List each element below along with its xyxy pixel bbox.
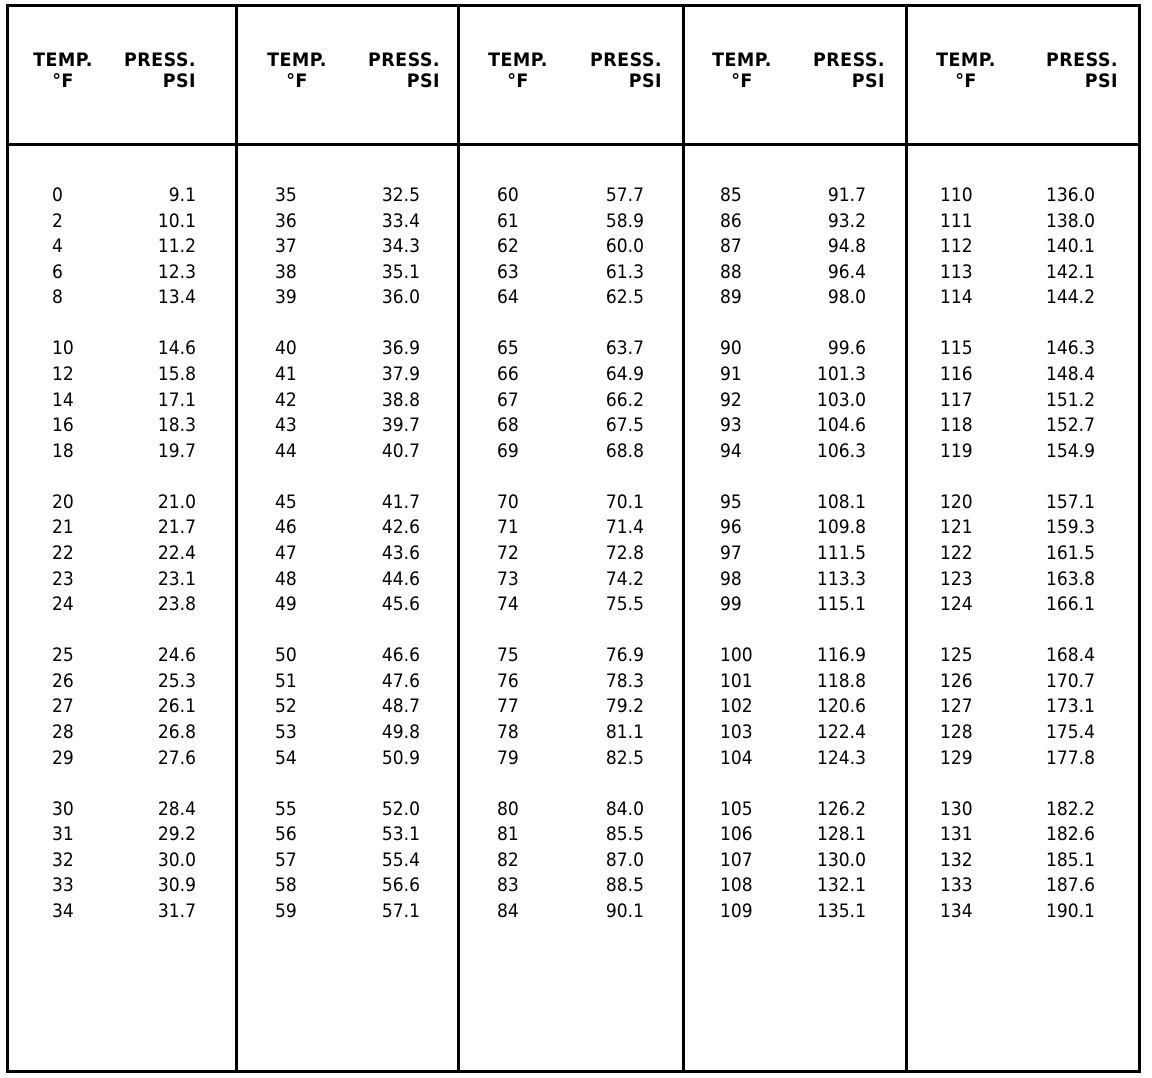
column-header-pressure (104, 50, 196, 92)
temperature-value: 93 (720, 414, 742, 437)
pressure-value: 88.5 (605, 874, 644, 897)
pressure-value: 126.2 (817, 797, 866, 820)
pressure-value: 101.3 (817, 363, 866, 385)
header-temp-label: TEMP. (936, 49, 996, 71)
pressure-value: 182.2 (1046, 797, 1095, 820)
temperature-value: 106 (720, 823, 753, 846)
pressure-value: 28.4 (157, 797, 196, 820)
pressure-value: 104.6 (817, 414, 866, 437)
temperature-value: 24 (52, 593, 74, 616)
pressure-value: 166.1 (1046, 593, 1095, 616)
temperature-value: 79 (497, 746, 519, 769)
temperature-value: 22 (52, 542, 74, 564)
pressure-value: 23.1 (157, 567, 196, 590)
pressure-value: 18.3 (157, 414, 196, 437)
pressure-value: 151.2 (1046, 388, 1095, 411)
pressure-value: 53.1 (381, 823, 420, 846)
temperature-value: 102 (720, 695, 753, 718)
pressure-value: 72.8 (605, 542, 644, 564)
pressure-value: 44.6 (381, 567, 420, 590)
pressure-value: 13.4 (157, 286, 196, 309)
temperature-value: 67 (497, 388, 519, 411)
pressure-value: 113.3 (817, 567, 866, 590)
pressure-value: 57.1 (381, 900, 420, 922)
column-divider (905, 4, 908, 1073)
temperature-value: 124 (940, 593, 973, 616)
pressure-value: 177.8 (1046, 746, 1095, 769)
pressure-value: 142.1 (1046, 260, 1095, 283)
temperature-value: 119 (940, 439, 973, 462)
pressure-value: 29.2 (157, 823, 196, 846)
pressure-value: 118.8 (817, 669, 866, 692)
pressure-value: 41.7 (381, 490, 420, 513)
temperature-value: 127 (940, 695, 973, 718)
pressure-value: 111.5 (817, 542, 866, 564)
pressure-value: 115.1 (817, 593, 866, 616)
pressure-value: 108.1 (817, 490, 866, 513)
pressure-value: 132.1 (817, 874, 866, 897)
pressure-value: 26.8 (157, 721, 196, 743)
pressure-value: 130.0 (817, 848, 866, 871)
header-temp-unit: °F (286, 70, 308, 92)
pressure-value: 55.4 (381, 848, 420, 871)
pressure-value: 173.1 (1046, 695, 1095, 718)
pressure-value: 9.1 (168, 184, 196, 206)
pressure-value: 71.4 (605, 516, 644, 539)
temperature-value: 116 (940, 363, 973, 385)
temperature-value: 50 (275, 644, 297, 667)
temperature-value: 40 (275, 337, 297, 360)
pressure-value: 128.1 (817, 823, 866, 846)
column-divider (235, 4, 238, 1073)
temperature-value: 52 (275, 695, 297, 718)
pressure-value: 76.9 (605, 644, 644, 667)
pressure-value: 30.9 (157, 874, 196, 897)
temperature-value: 83 (497, 874, 519, 897)
temperature-value: 123 (940, 567, 973, 590)
temperature-value: 134 (940, 900, 973, 922)
pressure-value: 17.1 (157, 388, 196, 411)
header-temp-label: TEMP. (488, 49, 548, 71)
temperature-value: 131 (940, 823, 973, 846)
pressure-value: 31.7 (157, 900, 196, 922)
pressure-value: 56.6 (381, 874, 420, 897)
temperature-value: 36 (275, 209, 297, 232)
temperature-value: 66 (497, 363, 519, 385)
pressure-value: 68.8 (605, 439, 644, 462)
header-temp-unit: °F (731, 70, 753, 92)
temperature-value: 100 (720, 644, 753, 667)
pressure-value: 57.7 (605, 184, 644, 206)
pressure-value: 36.9 (381, 337, 420, 360)
temperature-value: 113 (940, 260, 973, 283)
temperature-value: 70 (497, 490, 519, 513)
pressure-value: 96.4 (827, 260, 866, 283)
pressure-value: 49.8 (381, 721, 420, 743)
pressure-value: 93.2 (827, 209, 866, 232)
temperature-value: 51 (275, 669, 297, 692)
column-divider (682, 4, 685, 1073)
pressure-value: 24.6 (157, 644, 196, 667)
temperature-value: 88 (720, 260, 742, 283)
temperature-value: 61 (497, 209, 519, 232)
pressure-value: 120.6 (817, 695, 866, 718)
column-header-temp (929, 50, 1003, 92)
temperature-value: 112 (940, 235, 973, 258)
pressure-value: 182.6 (1046, 823, 1095, 846)
pressure-value: 161.5 (1046, 542, 1095, 564)
pressure-value: 21.7 (157, 516, 196, 539)
column-header-temp (481, 50, 555, 92)
temperature-value: 16 (52, 414, 74, 437)
temperature-value: 25 (52, 644, 74, 667)
temperature-value: 39 (275, 286, 297, 309)
temperature-value: 109 (720, 900, 753, 922)
pressure-value: 64.9 (605, 363, 644, 385)
header-temp-label: TEMP. (33, 49, 93, 71)
pressure-value: 10.1 (157, 209, 196, 232)
temperature-value: 71 (497, 516, 519, 539)
temperature-value: 115 (940, 337, 973, 360)
pressure-value: 136.0 (1046, 184, 1095, 206)
pressure-value: 67.5 (605, 414, 644, 437)
temperature-value: 46 (275, 516, 297, 539)
pressure-value: 140.1 (1046, 235, 1095, 258)
pressure-value: 90.1 (605, 900, 644, 922)
pressure-value: 116.9 (817, 644, 866, 667)
pressure-value: 75.5 (605, 593, 644, 616)
temperature-value: 89 (720, 286, 742, 309)
pressure-value: 185.1 (1046, 848, 1095, 871)
header-pressure-label: PRESS. (812, 49, 885, 71)
temperature-value: 44 (275, 439, 297, 462)
pressure-value: 45.6 (381, 593, 420, 616)
temperature-value: 96 (720, 516, 742, 539)
pressure-value: 32.5 (381, 184, 420, 206)
temperature-value: 35 (275, 184, 297, 206)
pressure-value: 154.9 (1046, 439, 1095, 462)
temperature-value: 118 (940, 414, 973, 437)
header-pressure-label: PRESS. (367, 49, 440, 71)
temperature-value: 133 (940, 874, 973, 897)
pressure-value: 66.2 (605, 388, 644, 411)
temperature-value: 54 (275, 746, 297, 769)
pressure-value: 91.7 (827, 184, 866, 206)
column-header-pressure (793, 50, 885, 92)
pressure-value: 135.1 (817, 900, 866, 922)
pressure-value: 78.3 (605, 669, 644, 692)
temperature-value: 90 (720, 337, 742, 360)
temperature-value: 107 (720, 848, 753, 871)
header-temp-unit: °F (507, 70, 529, 92)
pressure-value: 70.1 (605, 490, 644, 513)
temperature-value: 53 (275, 721, 297, 743)
pressure-value: 40.7 (381, 439, 420, 462)
pressure-value: 12.3 (157, 260, 196, 283)
temperature-value: 26 (52, 669, 74, 692)
pressure-value: 74.2 (605, 567, 644, 590)
header-pressure-unit: PSI (1084, 70, 1118, 92)
temperature-value: 132 (940, 848, 973, 871)
temperature-value: 104 (720, 746, 753, 769)
header-pressure-unit: PSI (162, 70, 196, 92)
pressure-value: 43.6 (381, 542, 420, 564)
header-pressure-unit: PSI (628, 70, 662, 92)
temperature-value: 4 (52, 235, 63, 258)
temperature-value: 95 (720, 490, 742, 513)
header-pressure-label: PRESS. (123, 49, 196, 71)
temperature-value: 111 (940, 209, 973, 232)
temperature-value: 57 (275, 848, 297, 871)
temperature-value: 80 (497, 797, 519, 820)
pressure-value: 190.1 (1046, 900, 1095, 922)
temperature-value: 108 (720, 874, 753, 897)
pressure-value: 106.3 (817, 439, 866, 462)
pressure-value: 163.8 (1046, 567, 1095, 590)
pressure-value: 63.7 (605, 337, 644, 360)
pressure-value: 152.7 (1046, 414, 1095, 437)
pressure-value: 42.6 (381, 516, 420, 539)
temperature-value: 86 (720, 209, 742, 232)
temperature-value: 101 (720, 669, 753, 692)
pressure-value: 85.5 (605, 823, 644, 846)
header-divider (6, 143, 1141, 146)
temperature-value: 55 (275, 797, 297, 820)
header-pressure-label: PRESS. (1045, 49, 1118, 71)
pressure-value: 37.9 (381, 363, 420, 385)
temperature-value: 76 (497, 669, 519, 692)
pressure-value: 19.7 (157, 439, 196, 462)
temperature-value: 78 (497, 721, 519, 743)
temperature-value: 117 (940, 388, 973, 411)
temperature-value: 60 (497, 184, 519, 206)
temperature-value: 72 (497, 542, 519, 564)
header-temp-label: TEMP. (267, 49, 327, 71)
temperature-value: 125 (940, 644, 973, 667)
temperature-value: 65 (497, 337, 519, 360)
temperature-value: 43 (275, 414, 297, 437)
temperature-value: 28 (52, 721, 74, 743)
pressure-value: 109.8 (817, 516, 866, 539)
pressure-value: 30.0 (157, 848, 196, 871)
pressure-value: 62.5 (605, 286, 644, 309)
temperature-value: 34 (52, 900, 74, 922)
temperature-value: 21 (52, 516, 74, 539)
temperature-value: 97 (720, 542, 742, 564)
temperature-value: 126 (940, 669, 973, 692)
temperature-value: 42 (275, 388, 297, 411)
pressure-value: 48.7 (381, 695, 420, 718)
temperature-value: 105 (720, 797, 753, 820)
pressure-value: 168.4 (1046, 644, 1095, 667)
pressure-value: 81.1 (605, 721, 644, 743)
temperature-value: 128 (940, 721, 973, 743)
pressure-value: 138.0 (1046, 209, 1095, 232)
temperature-value: 33 (52, 874, 74, 897)
temperature-value: 41 (275, 363, 297, 385)
pressure-value: 14.6 (157, 337, 196, 360)
temperature-value: 85 (720, 184, 742, 206)
temperature-value: 59 (275, 900, 297, 922)
pressure-value: 33.4 (381, 209, 420, 232)
pressure-value: 52.0 (381, 797, 420, 820)
temperature-value: 45 (275, 490, 297, 513)
temperature-value: 130 (940, 797, 973, 820)
temperature-value: 77 (497, 695, 519, 718)
temperature-value: 12 (52, 363, 74, 385)
temperature-value: 31 (52, 823, 74, 846)
temperature-value: 94 (720, 439, 742, 462)
pressure-value: 35.1 (381, 260, 420, 283)
pressure-value: 94.8 (827, 235, 866, 258)
temperature-value: 129 (940, 746, 973, 769)
pressure-value: 122.4 (817, 721, 866, 743)
temperature-value: 114 (940, 286, 973, 309)
pressure-value: 175.4 (1046, 721, 1095, 743)
header-temp-label: TEMP. (712, 49, 772, 71)
pressure-value: 60.0 (605, 235, 644, 258)
pressure-value: 79.2 (605, 695, 644, 718)
temperature-value: 64 (497, 286, 519, 309)
temperature-value: 23 (52, 567, 74, 590)
column-header-pressure (348, 50, 440, 92)
pressure-value: 50.9 (381, 746, 420, 769)
pressure-value: 47.6 (381, 669, 420, 692)
temperature-value: 29 (52, 746, 74, 769)
temperature-value: 18 (52, 439, 74, 462)
column-header-temp (705, 50, 779, 92)
temperature-value: 20 (52, 490, 74, 513)
temperature-value: 0 (52, 184, 63, 206)
header-pressure-label: PRESS. (589, 49, 662, 71)
pressure-value: 103.0 (817, 388, 866, 411)
temperature-value: 32 (52, 848, 74, 871)
pressure-value: 61.3 (605, 260, 644, 283)
temperature-value: 8 (52, 286, 63, 309)
temperature-value: 84 (497, 900, 519, 922)
pressure-value: 99.6 (827, 337, 866, 360)
pressure-value: 23.8 (157, 593, 196, 616)
temperature-value: 99 (720, 593, 742, 616)
temperature-value: 75 (497, 644, 519, 667)
pressure-value: 34.3 (381, 235, 420, 258)
column-header-pressure (1026, 50, 1118, 92)
column-divider (457, 4, 460, 1073)
temperature-value: 2 (52, 209, 63, 232)
temperature-value: 27 (52, 695, 74, 718)
pressure-value: 82.5 (605, 746, 644, 769)
pressure-value: 58.9 (605, 209, 644, 232)
pressure-value: 84.0 (605, 797, 644, 820)
pressure-value: 98.0 (827, 286, 866, 309)
header-pressure-unit: PSI (406, 70, 440, 92)
temperature-value: 63 (497, 260, 519, 283)
temperature-value: 120 (940, 490, 973, 513)
pressure-value: 26.1 (157, 695, 196, 718)
pressure-value: 124.3 (817, 746, 866, 769)
temperature-value: 47 (275, 542, 297, 564)
pressure-value: 146.3 (1046, 337, 1095, 360)
temperature-value: 30 (52, 797, 74, 820)
header-pressure-unit: PSI (851, 70, 885, 92)
pressure-value: 36.0 (381, 286, 420, 309)
temperature-value: 103 (720, 721, 753, 743)
temperature-value: 14 (52, 388, 74, 411)
pressure-value: 144.2 (1046, 286, 1095, 309)
temperature-value: 73 (497, 567, 519, 590)
pressure-value: 39.7 (381, 414, 420, 437)
temperature-value: 56 (275, 823, 297, 846)
pressure-value: 27.6 (157, 746, 196, 769)
pressure-value: 87.0 (605, 848, 644, 871)
pressure-value: 157.1 (1046, 490, 1095, 513)
header-temp-unit: °F (955, 70, 977, 92)
pressure-value: 46.6 (381, 644, 420, 667)
temperature-value: 87 (720, 235, 742, 258)
temperature-value: 81 (497, 823, 519, 846)
temperature-value: 49 (275, 593, 297, 616)
pressure-value: 187.6 (1046, 874, 1095, 897)
temperature-value: 10 (52, 337, 74, 360)
pressure-value: 21.0 (157, 490, 196, 513)
pressure-value: 148.4 (1046, 363, 1095, 385)
temperature-value: 38 (275, 260, 297, 283)
temperature-value: 121 (940, 516, 973, 539)
temperature-value: 91 (720, 363, 742, 385)
pressure-value: 170.7 (1046, 669, 1095, 692)
pressure-value: 38.8 (381, 388, 420, 411)
temperature-value: 74 (497, 593, 519, 616)
column-header-pressure (570, 50, 662, 92)
temperature-value: 110 (940, 184, 973, 206)
column-header-temp (260, 50, 334, 92)
temperature-value: 82 (497, 848, 519, 871)
temperature-value: 68 (497, 414, 519, 437)
temperature-value: 92 (720, 388, 742, 411)
temperature-value: 122 (940, 542, 973, 564)
temperature-value: 6 (52, 260, 63, 283)
temperature-value: 62 (497, 235, 519, 258)
pressure-value: 15.8 (157, 363, 196, 385)
temperature-value: 98 (720, 567, 742, 590)
column-header-temp (26, 50, 100, 92)
pressure-value: 159.3 (1046, 516, 1095, 539)
temperature-value: 58 (275, 874, 297, 897)
pressure-value: 25.3 (157, 669, 196, 692)
temperature-value: 37 (275, 235, 297, 258)
temperature-value: 69 (497, 439, 519, 462)
temperature-value: 48 (275, 567, 297, 590)
pressure-value: 22.4 (157, 542, 196, 564)
pressure-value: 11.2 (157, 235, 196, 258)
header-temp-unit: °F (52, 70, 74, 92)
